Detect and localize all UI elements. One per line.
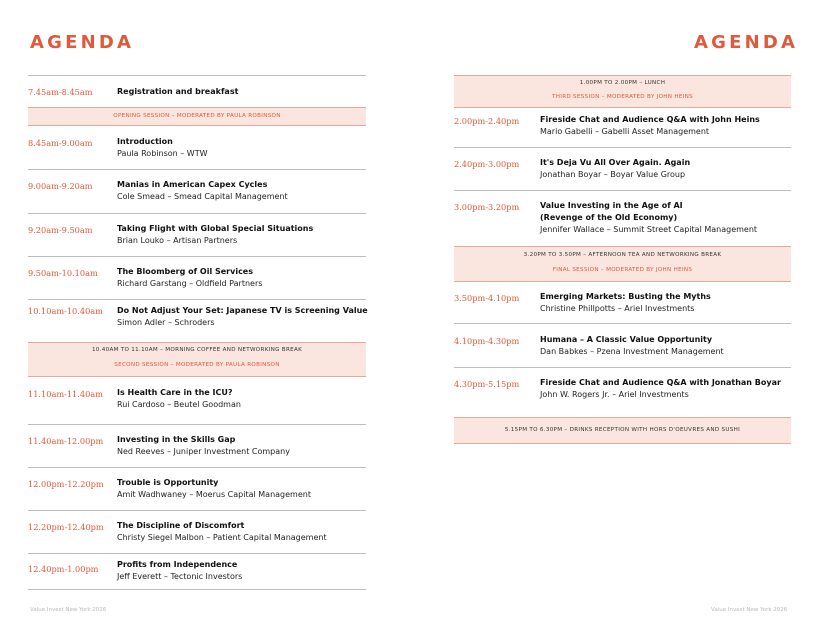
session-title: Profits from Independence (117, 560, 238, 569)
session-title: Registration and breakfast (117, 87, 239, 96)
session-title: Trouble is Opportunity (117, 478, 219, 487)
band-moderator: OPENING SESSION – MODERATED BY PAULA ROBINSON (113, 113, 281, 119)
session-info (117, 136, 208, 160)
session-title: Is Health Care in the ICU? (117, 388, 233, 397)
agenda-left-column (28, 75, 366, 590)
session-time: 12.40pm-1.00pm (28, 564, 99, 574)
session-speaker: Ned Reeves – Juniper Investment Company (117, 447, 290, 456)
session-info (117, 387, 241, 411)
agenda-row (28, 75, 366, 107)
session-speaker: Richard Garstang – Oldfield Partners (117, 279, 263, 288)
session-title: Do Not Adjust Your Set: Japanese TV is Screening Value (117, 306, 368, 315)
session-time: 3.00pm-3.20pm (454, 202, 520, 212)
session-band (454, 417, 791, 444)
agenda-row (28, 256, 366, 299)
session-speaker: John W. Rogers Jr. – Ariel Investments (540, 390, 689, 399)
session-time: 9.20am-9.50am (28, 225, 93, 235)
session-info (540, 377, 781, 401)
session-speaker: Christine Phillpotts – Ariel Investments (540, 304, 695, 313)
band-break: 5.15PM TO 6.30PM – DRINKS RECEPTION WITH HORS D'OEUVRES AND SUSHI (504, 427, 741, 433)
band-break: 3.20PM TO 3.50PM – AFTERNOON TEA AND NETWORKING BREAK (523, 252, 722, 258)
agenda-row (454, 190, 791, 246)
agenda-title-right: AGENDA (694, 32, 799, 53)
session-info (117, 477, 311, 501)
session-info (540, 157, 690, 181)
session-time: 12.00pm-12.20pm (28, 479, 104, 489)
session-title: Emerging Markets: Busting the Myths (540, 292, 711, 301)
session-info (117, 223, 313, 247)
session-time: 8.45am-9.00am (28, 138, 93, 148)
session-time: 12.20pm-12.40pm (28, 522, 104, 532)
session-title: Humana – A Classic Value Opportunity (540, 335, 713, 344)
band-moderator: THIRD SESSION – MODERATED BY JOHN HEINS (552, 94, 693, 100)
session-speaker: Simon Adler – Schroders (117, 318, 215, 327)
agenda-row (454, 367, 791, 417)
session-speaker: Jonathan Boyar – Boyar Value Group (540, 170, 686, 179)
session-title: Manias in American Capex Cycles (117, 180, 268, 189)
session-speaker: Dan Babkes – Pzena Investment Management (540, 347, 724, 356)
session-time: 2.00pm-2.40pm (454, 116, 520, 126)
session-info (117, 520, 327, 544)
session-speaker: Jennifer Wallace – Summit Street Capital Management (540, 225, 758, 234)
agenda-row (28, 510, 366, 553)
session-info (540, 334, 724, 358)
session-title: Fireside Chat and Audience Q&A with John Heins (540, 115, 760, 124)
session-title: It's Deja Vu All Over Again. Again (540, 158, 691, 167)
session-speaker: Brian Louko – Artisan Partners (117, 236, 238, 245)
agenda-title-left: AGENDA (30, 32, 135, 53)
session-speaker: Rui Cardoso – Beutel Goodman (117, 400, 241, 409)
session-speaker: Cole Smead – Smead Capital Management (117, 192, 288, 201)
footer-left: Value Invest New York 2026 (30, 607, 107, 613)
agenda-row (454, 323, 791, 367)
agenda-right-column (454, 75, 791, 444)
session-band (28, 342, 366, 377)
agenda-row (28, 377, 366, 424)
session-speaker: Amit Wadhwaney – Moerus Capital Management (117, 490, 311, 499)
session-info (117, 266, 262, 290)
session-band (28, 107, 366, 126)
agenda-row (28, 299, 366, 342)
session-title: Value Investing in the Age of AI (540, 201, 683, 210)
session-time: 3.50pm-4.10pm (454, 293, 520, 303)
session-info (540, 114, 760, 138)
session-time: 11.10am-11.40am (28, 389, 103, 399)
band-moderator: SECOND SESSION – MODERATED BY PAULA ROBINSON (114, 362, 280, 368)
session-info (117, 559, 242, 583)
session-time: 11.40am-12.00pm (28, 436, 104, 446)
agenda-row (454, 108, 791, 147)
agenda-row (454, 147, 791, 190)
agenda-row (28, 553, 366, 590)
session-info (117, 305, 368, 329)
session-title: The Bloomberg of Oil Services (117, 267, 253, 276)
session-time: 9.50am-10.10am (28, 268, 98, 278)
session-time: 9.00am-9.20am (28, 181, 93, 191)
agenda-row (28, 213, 366, 256)
band-break: 10.40AM TO 11.10AM – MORNING COFFEE AND NETWORKING BREAK (91, 347, 303, 353)
session-band (454, 75, 791, 108)
agenda-row (28, 169, 366, 213)
session-time: 10.10am-10.40am (28, 306, 103, 316)
session-info (117, 86, 238, 98)
session-speaker: Paula Robinson – WTW (117, 149, 208, 158)
band-moderator: FINAL SESSION – MODERATED BY JOHN HEINS (552, 267, 693, 273)
session-info (117, 434, 290, 458)
session-info (540, 200, 757, 236)
agenda-row (28, 467, 366, 510)
session-title: Introduction (117, 137, 173, 146)
session-info (117, 179, 288, 203)
session-speaker: Christy Siegel Malbon – Patient Capital Management (117, 533, 327, 542)
session-time: 4.10pm-4.30pm (454, 336, 520, 346)
session-speaker: Jeff Everett – Tectonic Investors (117, 572, 243, 581)
session-time: 2.40pm-3.00pm (454, 159, 520, 169)
session-speaker: Mario Gabelli – Gabelli Asset Management (540, 127, 710, 136)
session-title: Investing in the Skills Gap (117, 435, 236, 444)
band-break: 1.00PM TO 2.00PM – LUNCH (579, 80, 666, 86)
agenda-row (28, 424, 366, 467)
agenda-row (28, 126, 366, 169)
agenda-row (454, 282, 791, 323)
session-time: 7.45am-8.45am (28, 87, 93, 97)
session-band (454, 246, 791, 282)
footer-right: Value Invest New York 2026 (711, 607, 788, 613)
session-time: 4.30pm-5.15pm (454, 379, 520, 389)
session-title: The Discipline of Discomfort (117, 521, 245, 530)
session-title-line2: (Revenge of the Old Economy) (540, 213, 678, 222)
session-title: Taking Flight with Global Special Situations (117, 224, 314, 233)
session-info (540, 291, 711, 315)
session-title: Fireside Chat and Audience Q&A with Jonathan Boyar (540, 378, 781, 387)
